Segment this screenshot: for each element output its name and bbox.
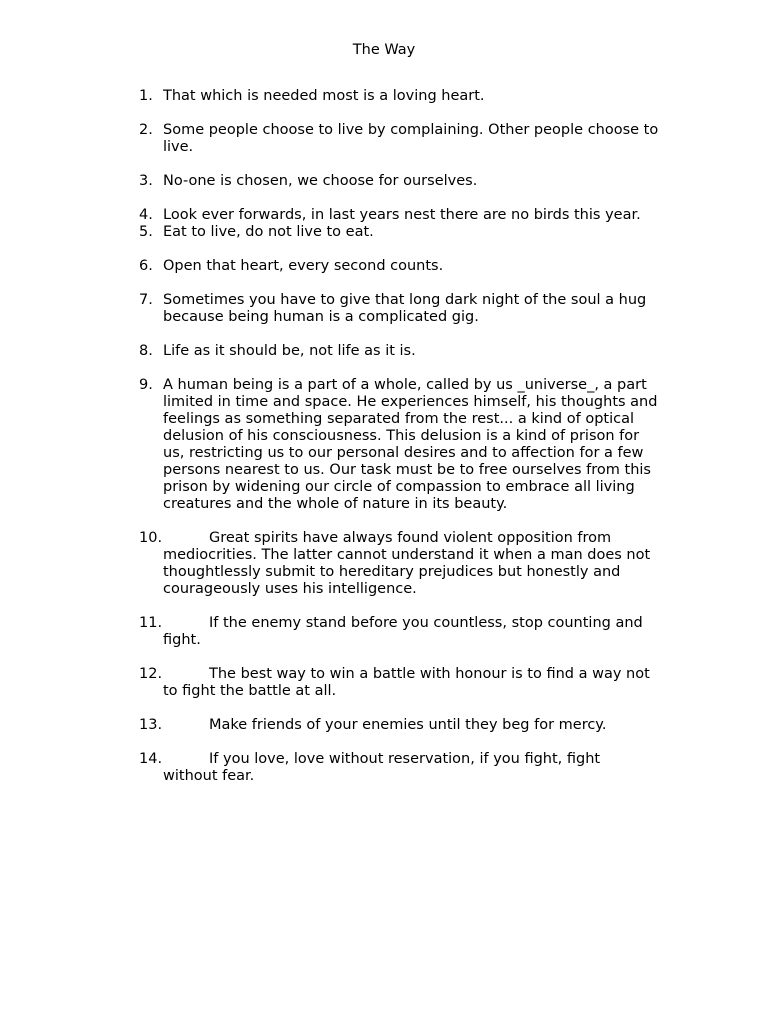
item-number: 6. [139,258,153,274]
item-text: If the enemy stand before you countless, stop counting and fight. [163,615,643,648]
item-text: Life as it should be, not life as it is. [163,343,416,359]
list-item [139,343,659,360]
list-item [139,122,659,156]
list-item [139,207,659,224]
quote-list [139,88,659,802]
list-item [139,224,659,241]
list-item [139,88,659,105]
item-text: Look ever forwards, in last years nest there are no birds this year. [163,207,641,223]
list-item [139,173,659,190]
list-item [139,377,659,513]
item-text: No-one is chosen, we choose for ourselves. [163,173,478,189]
item-number: 1. [139,88,153,104]
item-number: 14. [139,751,163,767]
list-item [139,292,659,326]
item-number: 13. [139,717,163,733]
item-number: 5. [139,224,153,240]
document-title: The Way [352,42,416,58]
item-number: 10. [139,530,163,546]
list-item [139,530,659,598]
item-text: Make friends of your enemies until they beg for mercy. [209,717,607,733]
item-number: 9. [139,377,153,393]
list-item [139,666,659,700]
list-item [139,258,659,275]
list-item [139,717,659,734]
item-text: Some people choose to live by complaining. Other people choose to live. [163,122,659,155]
item-text: Great spirits have always found violent opposition from mediocrities. The latter cannot understand it when a man does not thoughtlessly submit to hereditary prejudices but honestly and courageously uses his intelligence. [163,530,651,597]
item-text: The best way to win a battle with honour is to find a way not to fight the battle at all. [163,666,650,699]
list-item [139,615,659,649]
item-text: Open that heart, every second counts. [163,258,444,274]
item-number: 3. [139,173,153,189]
item-number: 8. [139,343,153,359]
item-number: 7. [139,292,153,308]
item-number: 12. [139,666,163,682]
item-text: That which is needed most is a loving heart. [163,88,485,104]
item-number: 2. [139,122,153,138]
list-item [139,751,659,785]
item-text: A human being is a part of a whole, called by us _universe_, a part limited in time and space. He experiences himself, his thoughts and feelings as something separated from the rest... a kind of optical delusion of his consciousness. This delusion is a kind of prison for us, restricting us to our personal desires and to affection for a few persons nearest to us. Our task must be to free ourselves from this prison by widening our circle of compassion to embrace all living creatures and the whole of nature in its beauty. [163,377,658,512]
item-number: 11. [139,615,163,631]
item-number: 4. [139,207,153,223]
item-text: If you love, love without reservation, if you fight, fight without fear. [163,751,601,784]
item-text: Eat to live, do not live to eat. [163,224,374,240]
item-text: Sometimes you have to give that long dark night of the soul a hug because being human is a complicated gig. [163,292,647,325]
